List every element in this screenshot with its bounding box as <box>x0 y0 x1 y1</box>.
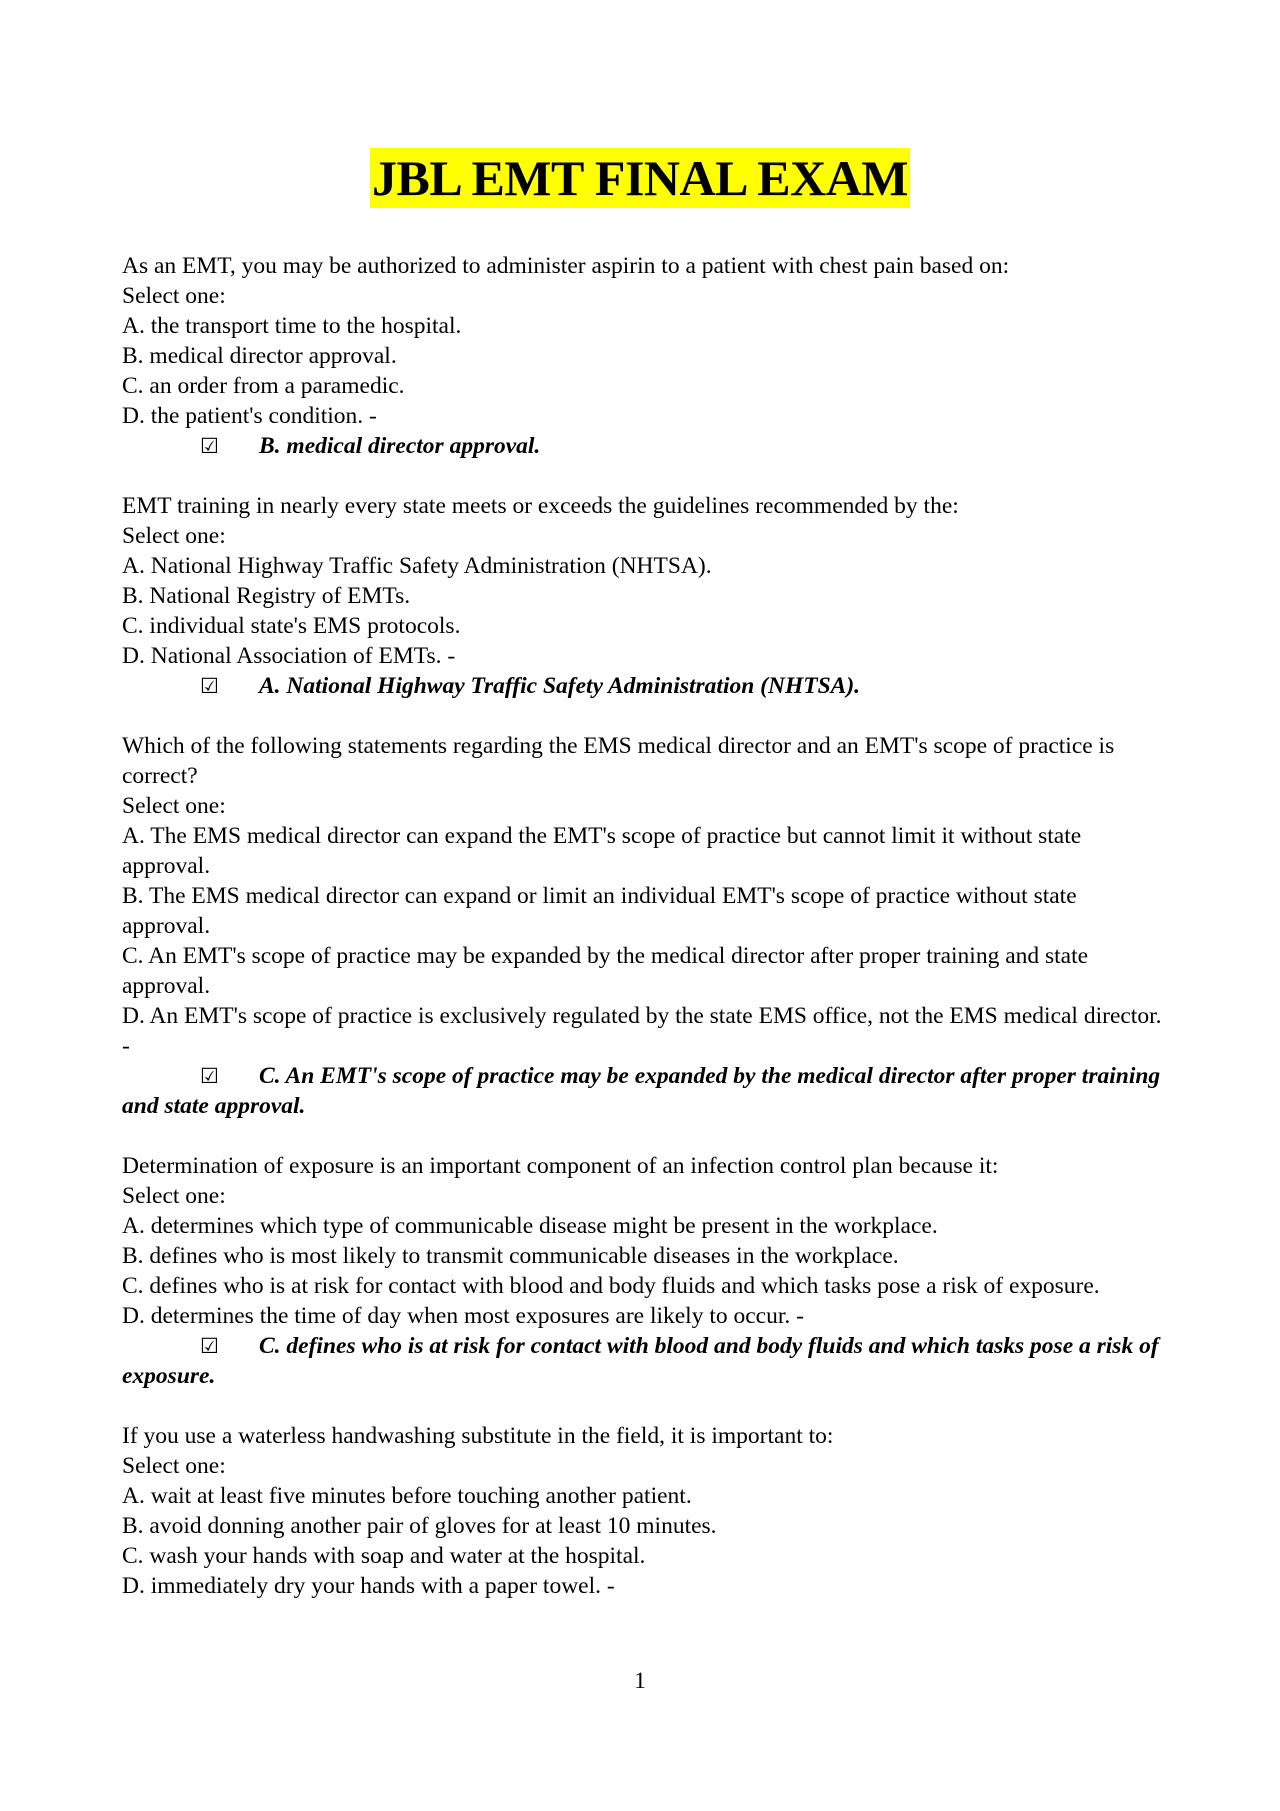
question-list <box>122 251 1162 1631</box>
option-c: C. defines who is at risk for contact with blood and body fluids and which tasks pose a risk of exposure. <box>122 1273 1100 1299</box>
title-wrapper <box>0 148 1280 208</box>
option-c: C. wash your hands with soap and water at the hospital. <box>122 1543 646 1569</box>
question-stem: As an EMT, you may be authorized to administer aspirin to a patient with chest pain based on: <box>122 253 1010 279</box>
option-b: B. National Registry of EMTs. <box>122 583 411 609</box>
select-instruction: Select one: <box>122 1183 226 1209</box>
option-a: A. determines which type of communicable disease might be present in the workplace. <box>122 1213 938 1239</box>
question-stem: Determination of exposure is an important component of an infection control plan because it: <box>122 1153 999 1179</box>
select-instruction: Select one: <box>122 1453 226 1479</box>
option-a: A. The EMS medical director can expand the EMT's scope of practice but cannot limit it without state approval. <box>122 823 1082 879</box>
answer-text: B. medical director approval. <box>259 433 541 459</box>
question-stem: If you use a waterless handwashing substitute in the field, it is important to: <box>122 1423 834 1449</box>
question-block <box>122 1421 1162 1601</box>
option-c: C. An EMT's scope of practice may be expanded by the medical director after proper training and state approval. <box>122 943 1089 999</box>
correct-answer <box>122 1331 1162 1391</box>
checkbox-checked-icon: ☑ <box>200 1064 219 1088</box>
select-instruction: Select one: <box>122 793 226 819</box>
question-stem: Which of the following statements regarding the EMS medical director and an EMT's scope of practice is correct? <box>122 733 1115 789</box>
option-d: D. determines the time of day when most exposures are likely to occur. - <box>122 1303 804 1329</box>
option-d: D. immediately dry your hands with a paper towel. - <box>122 1573 615 1599</box>
question-block <box>122 731 1162 1121</box>
correct-answer <box>122 1061 1162 1121</box>
option-d: D. the patient's condition. - <box>122 403 377 429</box>
page-number: 1 <box>634 1668 646 1694</box>
question-block <box>122 251 1162 461</box>
option-b: B. medical director approval. <box>122 343 397 369</box>
option-b: B. The EMS medical director can expand or limit an individual EMT's scope of practice without state approval. <box>122 883 1077 939</box>
option-b: B. avoid donning another pair of gloves for at least 10 minutes. <box>122 1513 717 1539</box>
answer-text: A. National Highway Traffic Safety Administration (NHTSA). <box>259 673 861 699</box>
option-d: D. An EMT's scope of practice is exclusively regulated by the state EMS office, not the EMS medical director. - <box>122 1003 1162 1059</box>
option-a: A. National Highway Traffic Safety Administration (NHTSA). <box>122 553 712 579</box>
question-stem: EMT training in nearly every state meets or exceeds the guidelines recommended by the: <box>122 493 959 519</box>
answer-text: C. An EMT's scope of practice may be expanded by the medical director after proper training and state approval. <box>122 1063 1161 1119</box>
option-b: B. defines who is most likely to transmit communicable diseases in the workplace. <box>122 1243 899 1269</box>
option-c: C. individual state's EMS protocols. <box>122 613 461 639</box>
option-c: C. an order from a paramedic. <box>122 373 405 399</box>
option-a: A. the transport time to the hospital. <box>122 313 462 339</box>
option-a: A. wait at least five minutes before touching another patient. <box>122 1483 692 1509</box>
select-instruction: Select one: <box>122 523 226 549</box>
checkbox-checked-icon: ☑ <box>200 1334 219 1358</box>
question-block <box>122 1151 1162 1391</box>
page-title: JBL EMT FINAL EXAM <box>372 150 908 206</box>
answer-text: C. defines who is at risk for contact with blood and body fluids and which tasks pose a risk of exposure. <box>122 1333 1159 1389</box>
correct-answer <box>122 671 1162 701</box>
correct-answer <box>122 431 1162 461</box>
select-instruction: Select one: <box>122 283 226 309</box>
checkbox-checked-icon: ☑ <box>200 434 219 458</box>
option-d: D. National Association of EMTs. - <box>122 643 456 669</box>
question-block <box>122 491 1162 701</box>
checkbox-checked-icon: ☑ <box>200 674 219 698</box>
